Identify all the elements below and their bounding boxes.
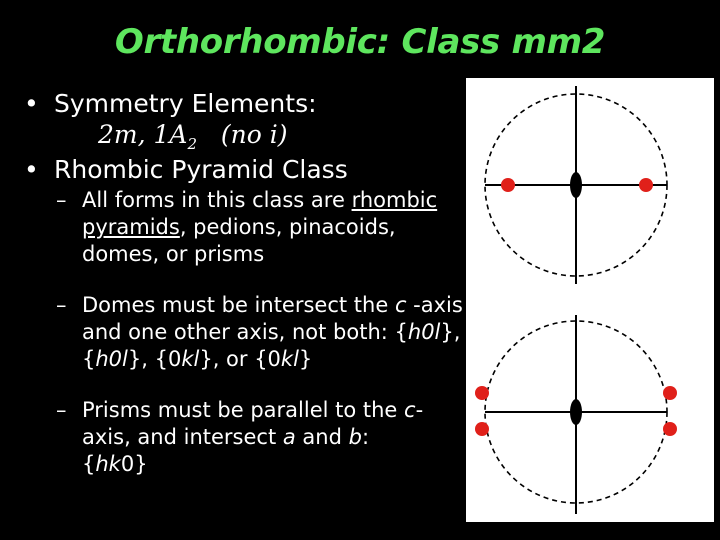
- domes-text-2: -axis and one other axis, not: [82, 293, 463, 344]
- dash-icon: –: [56, 188, 67, 212]
- b-axis-label: b: [348, 425, 362, 449]
- bullet-symmetry-label: Symmetry Elements:: [54, 89, 317, 118]
- c-axis-label: c: [394, 293, 407, 317]
- symmetry-elements-value: [24, 119, 464, 154]
- pole-dot: [663, 386, 677, 400]
- miller-0kl: kl: [181, 347, 200, 371]
- miller-hk0: hk: [95, 452, 121, 476]
- sub-bullet-prisms: [24, 397, 464, 478]
- symmetry-subscript: 2: [187, 135, 198, 153]
- stereonet-panel: [466, 78, 714, 522]
- c-axis-label: c: [404, 398, 416, 422]
- miller-h0l: h0l: [407, 320, 441, 344]
- no-inversion-note: (no i): [220, 120, 288, 149]
- bullet-class-label: Rhombic Pyramid Class: [54, 155, 348, 184]
- sep: }, {0: [127, 347, 182, 371]
- twofold-axis-icon: [570, 399, 582, 425]
- slide-body: [24, 88, 464, 478]
- domes-text: Domes must be intersect the: [82, 293, 395, 317]
- prisms-text: Prisms must be parallel to the: [82, 398, 405, 422]
- pole-dot: [663, 422, 677, 436]
- pole-dot: [501, 178, 515, 192]
- pole-dot: [475, 386, 489, 400]
- sub-bullet-forms: [24, 187, 464, 268]
- sep: }: [298, 347, 313, 371]
- dash-icon: –: [56, 293, 67, 317]
- sep: }, or {0: [199, 347, 281, 371]
- pole-dot: [475, 422, 489, 436]
- miller-h0l-bar: h0l: [95, 347, 128, 371]
- slide-title: Orthorhombic: Class mm2: [114, 22, 606, 62]
- prisms-colon: :: [361, 425, 370, 449]
- bullet-icon: •: [24, 89, 39, 118]
- stereonet-figure: [466, 78, 714, 522]
- symmetry-notation: 2m, 1A: [98, 120, 188, 149]
- dash-icon: –: [56, 398, 67, 422]
- prisms-text-2: -axis, and intersect: [82, 398, 424, 449]
- twofold-axis-icon: [570, 172, 582, 198]
- pole-dot: [639, 178, 653, 192]
- stereonet-bottom: [475, 315, 677, 514]
- forms-text: All forms in this class are: [82, 188, 345, 212]
- rhombic-pyramids-link[interactable]: rhombic pyramids: [82, 188, 438, 239]
- sep: }, {: [82, 320, 461, 371]
- bullet-class: [24, 154, 464, 185]
- miller-0kl-bar: kl: [280, 347, 299, 371]
- a-axis-label: a: [282, 425, 296, 449]
- bullet-symmetry: [24, 88, 464, 119]
- domes-text-3: both: {: [333, 320, 408, 344]
- bullet-icon: •: [24, 155, 39, 184]
- brace-close: 0}: [120, 452, 148, 476]
- sub-bullet-domes: [24, 292, 464, 373]
- brace-open: {: [82, 452, 96, 476]
- stereonet-top: [485, 86, 667, 284]
- forms-text-rest: , pedions, pinacoids, domes, or prisms: [82, 215, 396, 266]
- prisms-and: and: [295, 425, 349, 449]
